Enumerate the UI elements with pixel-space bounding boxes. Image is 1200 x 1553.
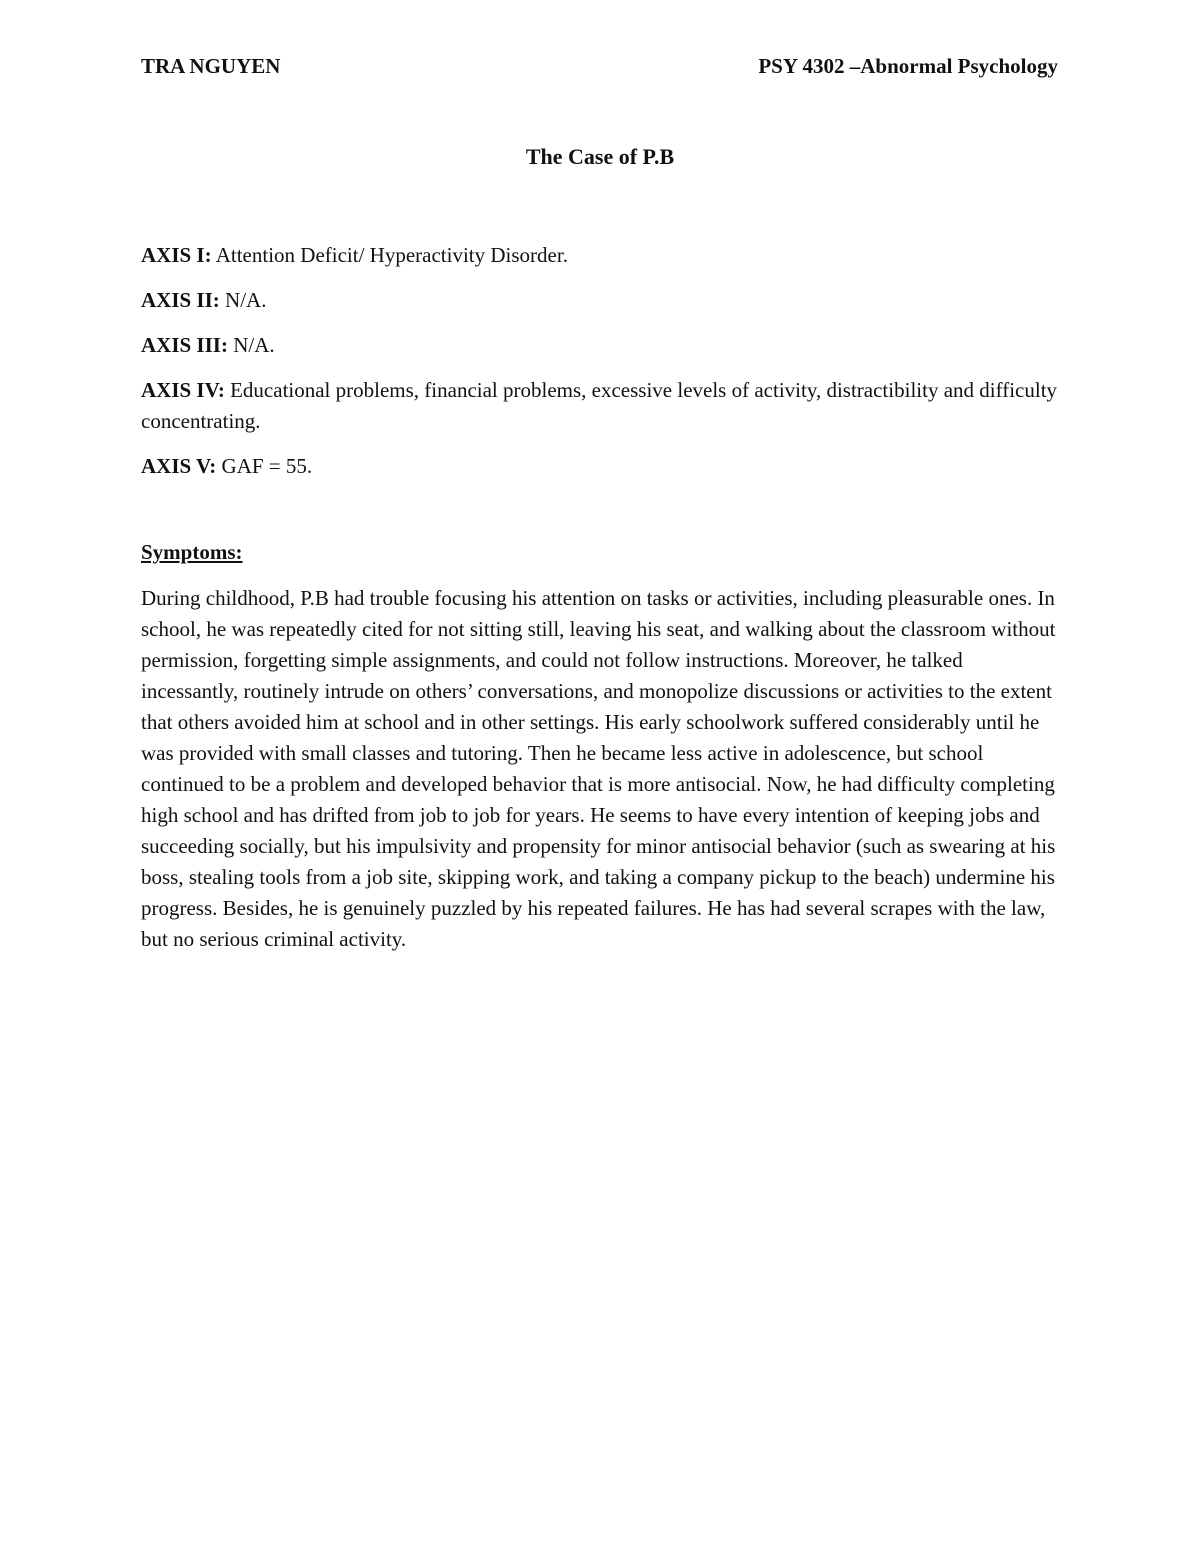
course-title: PSY 4302 –Abnormal Psychology [758, 54, 1058, 78]
axis-1-entry [141, 240, 1061, 271]
document-title: The Case of P.B [525, 144, 675, 169]
symptoms-heading: Symptoms: [141, 540, 243, 564]
axis-3-text: N/A. [227, 333, 275, 357]
axis-1-label: AXIS I: [141, 243, 212, 267]
diagnosis-axes [141, 240, 1061, 496]
axis-2-entry [141, 285, 1061, 316]
axis-4-label: AXIS IV: [141, 378, 225, 402]
axis-5-entry [141, 451, 1061, 482]
author-name: TRA NGUYEN [141, 54, 281, 78]
axis-2-label: AXIS II: [141, 288, 220, 312]
axis-1-text: Attention Deficit/ Hyperactivity Disorder. [211, 243, 568, 267]
axis-5-label: AXIS V: [141, 454, 217, 478]
axis-4-entry [141, 375, 1061, 437]
symptoms-paragraph: During childhood, P.B had trouble focusing his attention on tasks or activities, including pleasurable ones. In school, he was repeatedly cited for not sitting still, leaving his seat, and walking about the classroom without permission, forgetting simple assignments, and could not follow instructions. Moreover, he talked incessantly, routinely intrude on others’ conversations, and monopolize discussions or activities to the extent that others avoided him at school and in other settings. His early schoolwork suffered considerably until he was provided with small classes and tutoring. Then he became less active in adolescence, but school continued to be a problem and developed behavior that is more antisocial. Now, he had difficulty completing high school and has drifted from job to job for years. He seems to have every intention of keeping jobs and succeeding socially, but his impulsivity and propensity for minor antisocial behavior (such as swearing at his boss, stealing tools from a job site, skipping work, and taking a company pickup to the beach) undermine his progress. Besides, he is genuinely puzzled by his repeated failures. He has had several scrapes with the law, but no serious criminal activity. [141, 586, 1056, 951]
axis-5-text: GAF = 55. [216, 454, 313, 478]
axis-2-text: N/A. [219, 288, 267, 312]
axis-4-text: Educational problems, financial problems, excessive levels of activity, distractibility and difficulty concentrating. [141, 378, 1058, 433]
axis-3-entry [141, 330, 1061, 361]
axis-3-label: AXIS III: [141, 333, 228, 357]
